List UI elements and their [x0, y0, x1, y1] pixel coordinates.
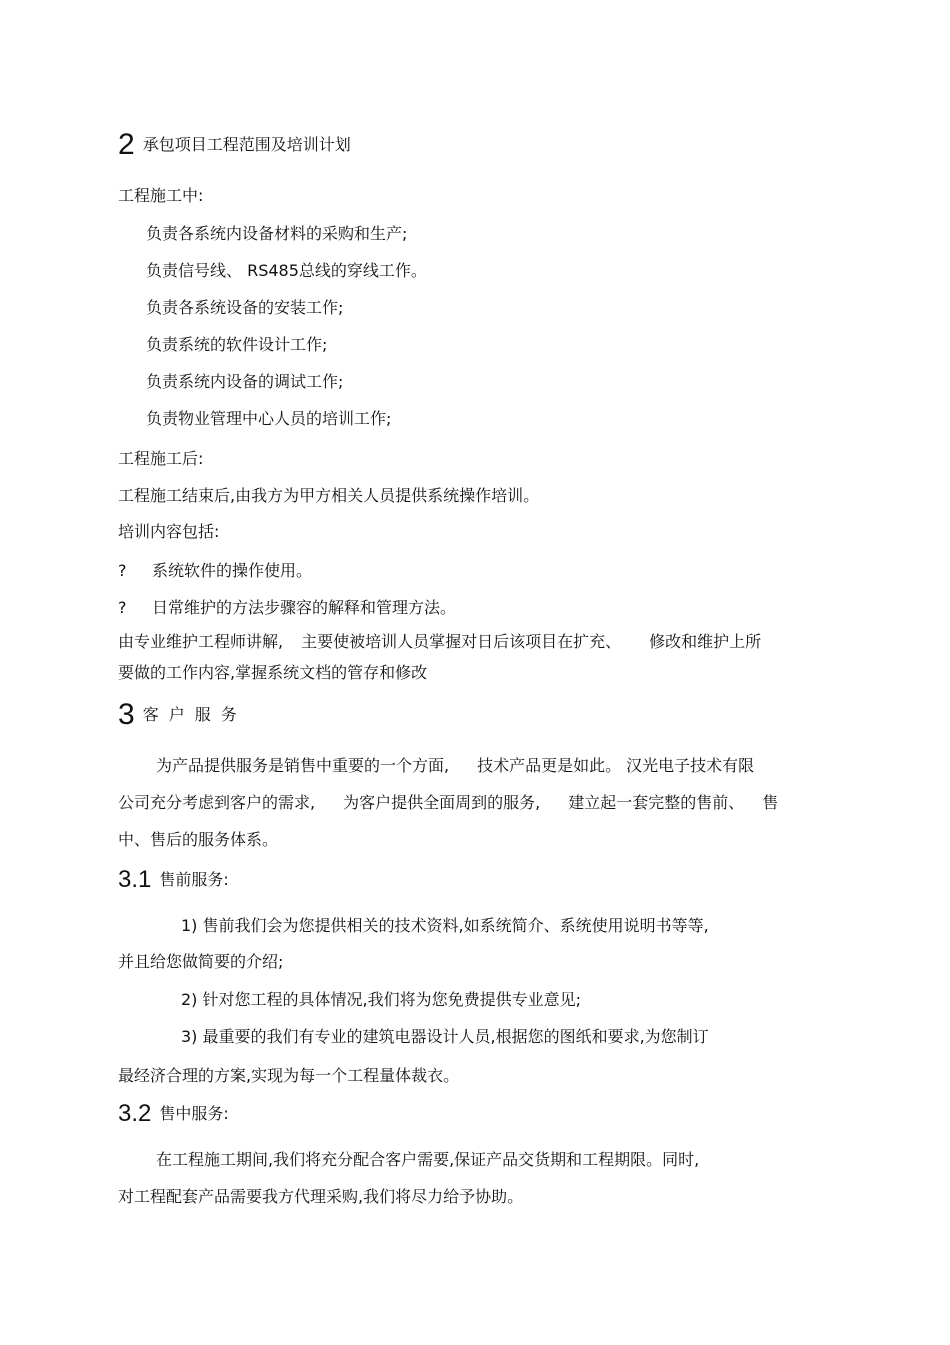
section-2-number: 2	[118, 128, 135, 161]
section-3-2-heading	[118, 1100, 229, 1128]
training-item-1	[118, 560, 312, 582]
training-paragraph-line-2: 要做的工作内容,掌握系统文档的管存和修改	[118, 663, 428, 682]
section-3-intro-line-1	[156, 755, 754, 777]
intro-segment-d: 为客户提供全面周到的服务,	[343, 793, 541, 812]
after-construction-text: 工程施工结束后,由我方为甲方相关人员提供系统操作培训。	[118, 486, 540, 505]
para-segment-c: 修改和维护上所	[649, 632, 762, 651]
after-construction-label: 工程施工后:	[118, 449, 204, 468]
para-segment-b: 主要使被培训人员掌握对日后该项目在扩充、	[301, 632, 622, 651]
training-item-2	[118, 597, 456, 619]
section-3-intro-line-3: 中、售后的服务体系。	[118, 830, 279, 849]
training-paragraph-line-1	[118, 631, 761, 653]
training-item-2-text: 日常维护的方法步骤容的解释和管理方法。	[152, 598, 457, 617]
presale-item-1-line-1: 1) 售前我们会为您提供相关的技术资料,如系统简介、系统使用说明书等等,	[181, 916, 709, 935]
intro-segment-f: 售	[762, 793, 779, 812]
during-item-2: 负责信号线、 RS485总线的穿线工作。	[146, 261, 427, 280]
intro-segment-c: 公司充分考虑到客户的需求,	[118, 793, 316, 812]
during-construction-label: 工程施工中:	[118, 186, 204, 205]
section-2-heading	[118, 128, 351, 162]
insale-line-2: 对工程配套产品需要我方代理采购,我们将尽力给予协助。	[118, 1187, 524, 1206]
intro-segment-a: 为产品提供服务是销售中重要的一个方面,	[156, 756, 450, 775]
during-item-3: 负责各系统设备的安装工作;	[146, 298, 344, 317]
section-3-2-title: 售中服务:	[159, 1104, 229, 1123]
during-item-4: 负责系统的软件设计工作;	[146, 335, 328, 354]
section-3-title: 客户服务	[142, 705, 247, 724]
bullet-mark: ?	[118, 598, 127, 617]
presale-item-3-line-2: 最经济合理的方案,实现为每一个工程量体裁衣。	[118, 1066, 460, 1085]
intro-segment-e: 建立起一套完整的售前、	[568, 793, 745, 812]
intro-segment-b: 技术产品更是如此。 汉光电子技术有限	[477, 756, 755, 775]
presale-item-2: 2) 针对您工程的具体情况,我们将为您免费提供专业意见;	[181, 990, 581, 1009]
section-3-intro-line-2	[118, 792, 778, 814]
presale-item-3-line-1: 3) 最重要的我们有专业的建筑电器设计人员,根据您的图纸和要求,为您制订	[181, 1027, 709, 1046]
section-3-heading	[118, 698, 247, 732]
during-item-5: 负责系统内设备的调试工作;	[146, 372, 344, 391]
during-item-6: 负责物业管理中心人员的培训工作;	[146, 409, 392, 428]
section-3-number: 3	[118, 698, 135, 731]
presale-item-1-line-2: 并且给您做简要的介绍;	[118, 952, 284, 971]
training-item-1-text: 系统软件的操作使用。	[152, 561, 313, 580]
section-3-1-number: 3.1	[118, 866, 152, 893]
insale-line-1: 在工程施工期间,我们将充分配合客户需要,保证产品交货期和工程期限。同时,	[156, 1150, 700, 1169]
bullet-mark: ?	[118, 561, 127, 580]
training-content-label: 培训内容包括:	[118, 522, 220, 541]
section-3-1-heading	[118, 866, 229, 894]
para-segment-a: 由专业维护工程师讲解,	[118, 632, 284, 651]
section-3-2-number: 3.2	[118, 1100, 152, 1127]
section-3-1-title: 售前服务:	[159, 870, 229, 889]
section-2-title: 承包项目工程范围及培训计划	[142, 135, 351, 154]
during-item-1: 负责各系统内设备材料的采购和生产;	[146, 224, 408, 243]
